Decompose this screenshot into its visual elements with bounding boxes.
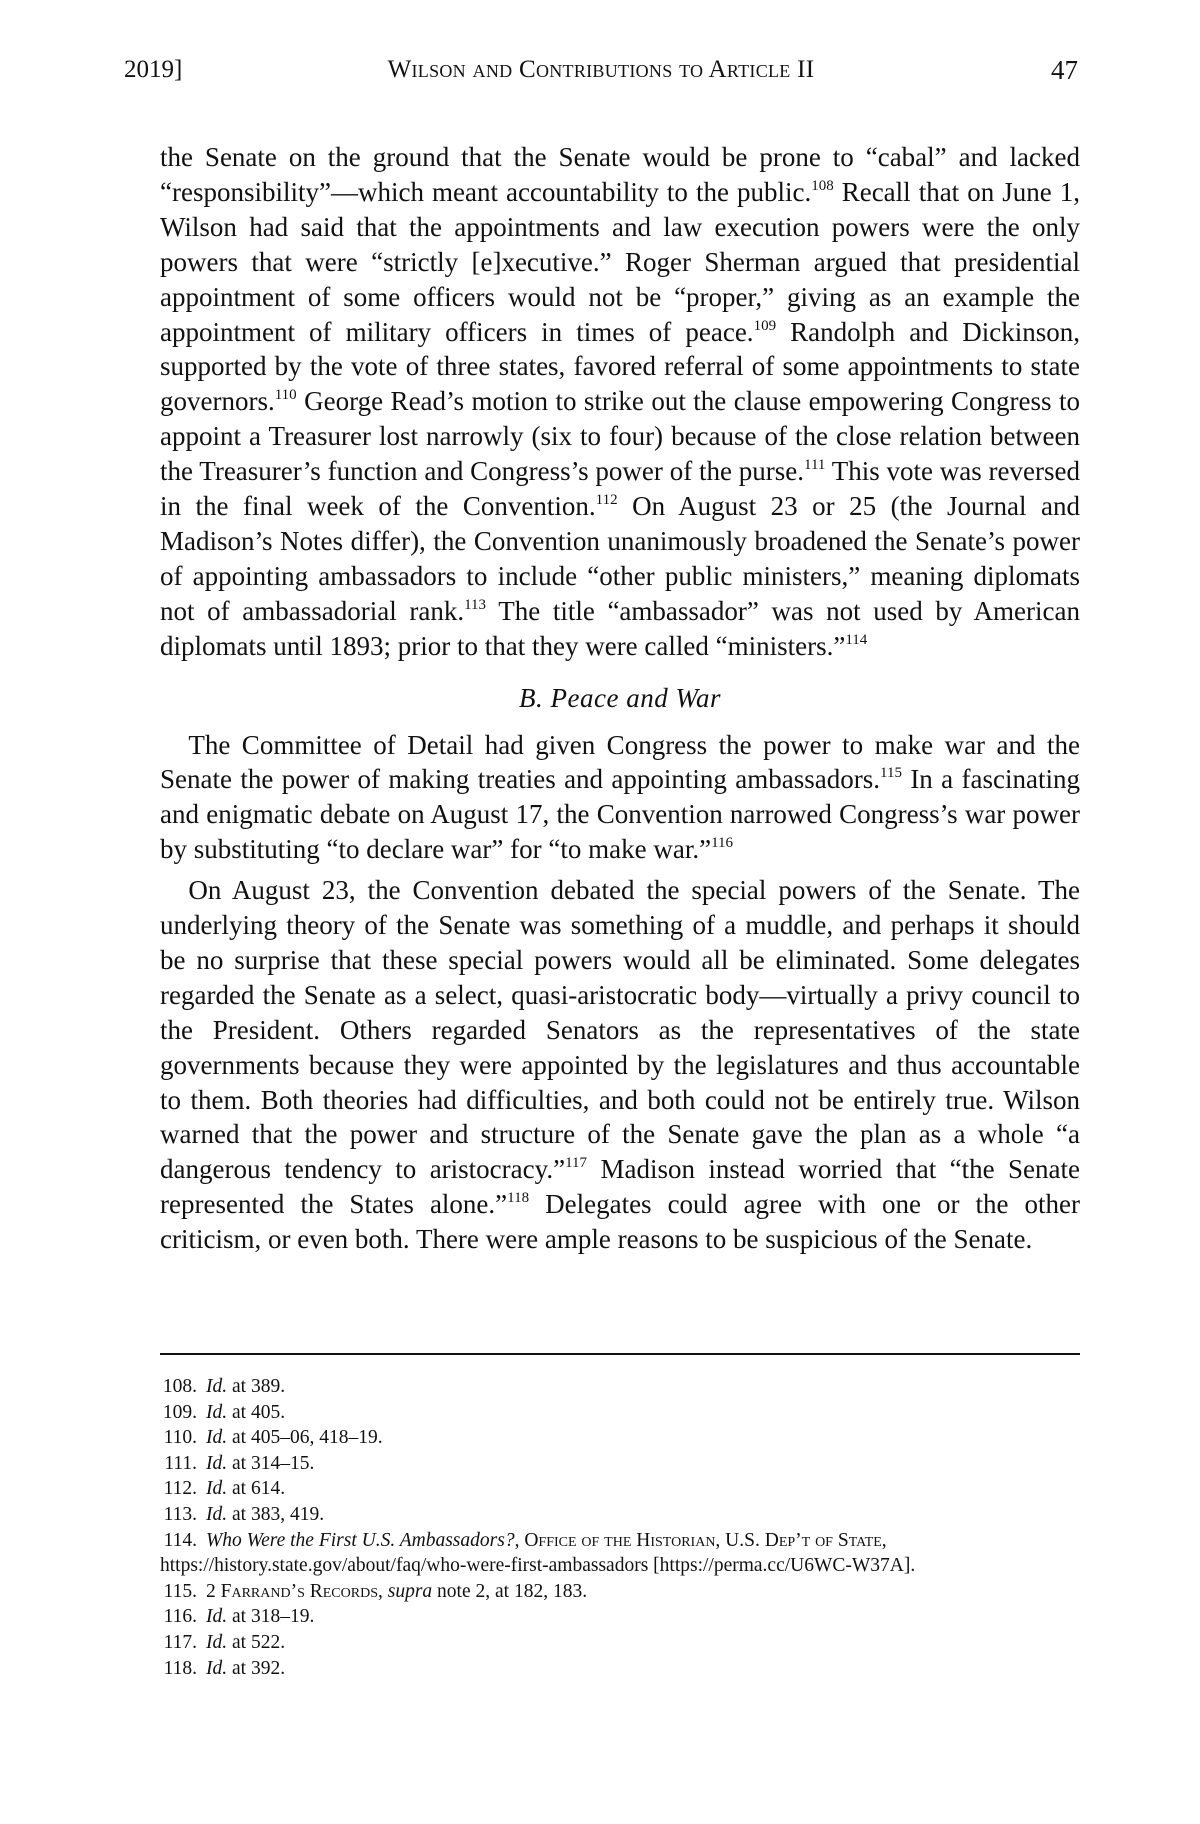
header-year: 2019] — [124, 56, 183, 83]
footnote-ref: 109 — [753, 317, 777, 334]
footnote-cite: Id. — [206, 1401, 228, 1423]
footnote-ref: 113 — [464, 596, 487, 613]
main-text — [160, 140, 1080, 1257]
footnote-cite: Id. — [206, 1503, 228, 1525]
footnote — [160, 1528, 1080, 1579]
footnote-cite: Who Were the First U.S. Ambassadors? — [206, 1529, 515, 1551]
footnote — [160, 1579, 1080, 1605]
footnote-number: 117. — [163, 1631, 197, 1653]
text-run: The Committee of Detail had given Congress the power to make war and the Senate the power of making treaties and appointing ambassadors. — [160, 729, 1080, 795]
footnote-text: , — [514, 1529, 525, 1551]
footnote-text: at 522. — [227, 1631, 286, 1653]
footnote-number: 112. — [163, 1478, 197, 1500]
footnote-text: , — [377, 1580, 388, 1602]
footnote-ref: 117 — [565, 1155, 588, 1172]
footnote-number: 114. — [163, 1529, 197, 1551]
footnote — [160, 1656, 1080, 1682]
footnote-text: at 318–19. — [227, 1606, 315, 1628]
footnote-ref: 116 — [711, 835, 734, 852]
footnote-cite: supra — [387, 1580, 433, 1602]
footnote-cite: Id. — [206, 1478, 228, 1500]
footnote-cite: Id. — [206, 1376, 228, 1397]
footnote-ref: 111 — [804, 457, 826, 474]
footnote-text: at 389. — [227, 1376, 286, 1397]
footnote — [160, 1425, 1080, 1451]
footnote — [160, 1630, 1080, 1656]
footnote-number: 111. — [164, 1452, 197, 1474]
footnotes — [160, 1374, 1080, 1681]
footnote-text: note 2, at 182, 183. — [432, 1580, 588, 1602]
footnote-source: Office of the Historian, U.S. Dep’t of State — [524, 1529, 882, 1551]
footnote — [160, 1451, 1080, 1477]
text-run: On August 23, the Convention debated the special powers of the Senate. The underlying theory of the Senate was something of a muddle, and perhaps it should be no surprise that these special powers would all be eliminated. Some delegates regarded the Senate as a select, quasi-aristocratic body—virtually a privy council to the President. Others regarded Senators as the representatives of the state governments because they were appointed by the legislatures and thus accountable to them. Both theories had difficulties, and both could not be entirely true. Wilson warned that the power and structure of the Senate gave the plan as a whole “a dangerous tendency to aristocracy.” — [160, 875, 1080, 1185]
text-run: Delegates could agree with one or the other criticism, or even both. There were ample reasons to be suspicious of the Senate. — [160, 1189, 1081, 1255]
text-run: On August 23 or 25 (the Journal and Madison’s Notes differ), the Convention unanimously broadened the Senate’s power of appointing ambassadors to include “other public ministers,” meaning diplomats not of ambassadorial rank. — [160, 491, 1081, 626]
footnote-text: at 405. — [227, 1401, 286, 1423]
text-run: the Senate on the ground that the Senate would be prone to “cabal” and lacked “responsibility”—which meant accountability to the public. — [160, 142, 1080, 207]
footnote-number: 116. — [163, 1606, 197, 1628]
footnote-text: at 383, 419. — [227, 1503, 325, 1525]
footnote-ref: 118 — [507, 1190, 530, 1207]
footnote-text: , https://history.state.gov/about/faq/who-were-first-ambassadors [https://perma.cc/U6WC-W37A]. — [160, 1529, 916, 1577]
footnote-text: at 405–06, 418–19. — [227, 1427, 383, 1449]
footnote-ref: 112 — [595, 492, 618, 509]
text-run: This vote was reversed in the final week of the Convention. — [160, 456, 1080, 522]
footnote-ref: 115 — [880, 765, 902, 782]
footnote-number: 118. — [163, 1657, 197, 1679]
footnote-text: at 614. — [227, 1478, 286, 1500]
footnote-number: 115. — [163, 1580, 197, 1602]
footnote-text: at 392. — [227, 1657, 286, 1679]
page-number: 47 — [1051, 55, 1078, 85]
footnote-ref: 108 — [811, 177, 834, 194]
footnote-source: Farrand’s Records — [220, 1580, 378, 1602]
text-run: Recall that on June 1, Wilson had said that the appointments and law execution powers were the only powers that were “strictly [e]xecutive.” Roger Sherman argued that presidential appointment of some officers would not be “proper,” giving as an example the appointment of military officers in times of peace. — [160, 176, 1080, 347]
footnote-cite: Id. — [206, 1427, 228, 1449]
footnote-cite: Id. — [206, 1606, 228, 1628]
footnote — [160, 1400, 1080, 1426]
section-heading: B. Peace and War — [519, 682, 721, 713]
paragraph-2 — [160, 728, 1080, 868]
footnote-cite: Id. — [206, 1657, 228, 1679]
footnote-ref: 114 — [845, 631, 868, 648]
footnote-ref: 110 — [274, 387, 297, 404]
footnote-text: at 314–15. — [227, 1452, 315, 1474]
footnote-number: 110. — [163, 1427, 197, 1449]
paragraph-1 — [160, 140, 1080, 664]
footnote-cite: Id. — [206, 1631, 228, 1653]
footnote — [160, 1476, 1080, 1502]
text-run: George Read’s motion to strike out the clause empowering Congress to appoint a Treasurer lost narrowly (six to four) because of the close relation between the Treasurer’s function and Congress’s power of the purse. — [160, 386, 1080, 487]
footnote — [160, 1604, 1080, 1630]
header-title: Wilson and Contributions to Article II — [387, 56, 815, 83]
footnote-separator — [160, 1353, 1080, 1355]
footnote-number: 113. — [163, 1503, 197, 1525]
text-run: Randolph and Dickinson, supported by the vote of three states, favored referral of some appointments to state governors. — [160, 316, 1080, 417]
paragraph-3 — [160, 873, 1080, 1257]
footnote-cite: Id. — [206, 1452, 228, 1474]
text-run: In a fascinating and enigmatic debate on August 17, the Convention narrowed Congress’s war power by substituting “to declare war” for “to make war.” — [160, 764, 1080, 865]
footnote — [160, 1502, 1080, 1528]
text-run: Madison instead worried that “the Senate represented the States alone.” — [160, 1154, 1080, 1220]
text-run: The title “ambassador” was not used by American diplomats until 1893; prior to that they were called “ministers.” — [160, 595, 1081, 661]
footnote — [160, 1374, 1080, 1400]
running-header — [122, 52, 1080, 88]
footnote-number: 109. — [162, 1401, 197, 1423]
footnote-number: 108. — [162, 1376, 197, 1397]
footnote-text: 2 — [206, 1580, 221, 1602]
